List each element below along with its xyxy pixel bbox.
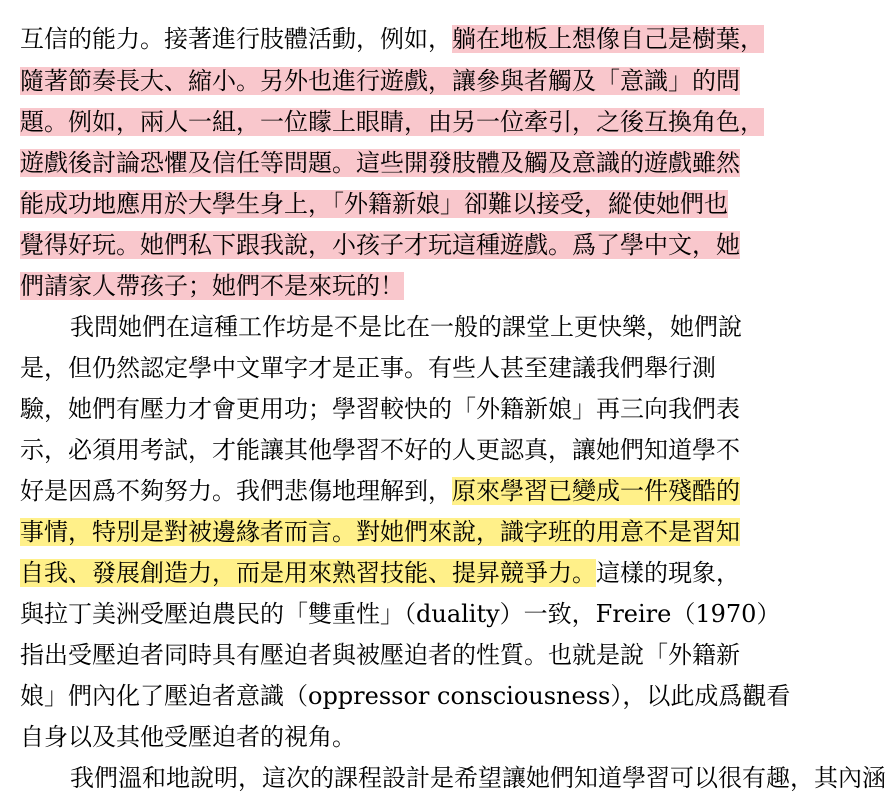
yellow-highlight: 自我、發展創造力，而是用來熟習技能、提昇競爭力。 xyxy=(20,559,596,587)
text-line-13 xyxy=(20,512,740,552)
pink-highlight: 題。例如，兩人一組，一位矇上眼睛，由另一位牽引，之後互換角色， xyxy=(20,108,764,136)
text-segment: 示，必須用考試，才能讓其他學習不好的人更認真，讓她們知道學不 xyxy=(20,436,740,464)
text-line-5 xyxy=(20,184,728,224)
pink-highlight: 躺在地板上想像自己是樹葉， xyxy=(452,25,764,53)
text-segment: 好是因爲不夠努力。我們悲傷地理解到， xyxy=(20,477,452,505)
text-line-2 xyxy=(20,61,740,101)
text-line-4 xyxy=(20,143,740,183)
pink-highlight: 遊戲後討論恐懼及信任等問題。這些開發肢體及觸及意識的遊戲雖然 xyxy=(20,149,740,177)
yellow-highlight: 事情，特別是對被邊緣者而言。對她們來說，識字班的用意不是習知 xyxy=(20,518,740,546)
text-line-10 xyxy=(20,389,740,429)
text-segment: 這樣的現象， xyxy=(596,559,740,587)
text-line-14 xyxy=(20,553,740,593)
yellow-highlight: 原來學習已變成一件殘酷的 xyxy=(452,477,740,505)
text-line-17 xyxy=(20,676,790,716)
pink-highlight: 覺得好玩。她們私下跟我說，小孩子才玩這種遊戲。爲了學中文，她 xyxy=(20,231,740,259)
text-line-3 xyxy=(20,102,764,142)
text-line-19-partial xyxy=(20,758,886,798)
pink-highlight: 能成功地應用於大學生身上，「外籍新娘」卻難以接受，縱使她們也 xyxy=(20,190,728,218)
text-line-12 xyxy=(20,471,740,511)
text-line-15 xyxy=(20,594,780,634)
text-segment: 與拉丁美洲受壓迫農民的「雙重性」（duality）一致，Freire（1970） xyxy=(20,600,781,628)
text-line-11 xyxy=(20,430,740,470)
text-line-8 xyxy=(20,307,742,347)
text-line-7 xyxy=(20,266,404,306)
text-segment: 我問她們在這種工作坊是不是比在一般的課堂上更快樂，她們說 xyxy=(70,313,742,341)
text-line-18 xyxy=(20,717,356,757)
text-line-1 xyxy=(20,19,764,59)
text-line-6 xyxy=(20,225,740,265)
text-segment: 是，但仍然認定學中文單字才是正事。有些人甚至建議我們舉行測 xyxy=(20,354,716,382)
pink-highlight: 隨著節奏長大、縮小。另外也進行遊戲，讓參與者觸及「意識」的問 xyxy=(20,67,740,95)
text-line-16 xyxy=(20,635,740,675)
text-segment: 自身以及其他受壓迫者的視角。 xyxy=(20,723,356,751)
text-line-9 xyxy=(20,348,716,388)
text-segment: 娘」們內化了壓迫者意識（oppressor consciousness），以此成爲觀看 xyxy=(20,682,791,710)
text-segment: 驗，她們有壓力才會更用功；學習較快的「外籍新娘」再三向我們表 xyxy=(20,395,740,423)
text-segment: 我們溫和地說明，這次的課程設計是希望讓她們知道學習可以很有趣，其內涵 xyxy=(70,764,886,792)
text-segment: 互信的能力。接著進行肢體活動，例如， xyxy=(20,25,452,53)
text-segment: 指出受壓迫者同時具有壓迫者與被壓迫者的性質。也就是說「外籍新 xyxy=(20,641,740,669)
pink-highlight: 們請家人帶孩子；她們不是來玩的！ xyxy=(20,272,404,300)
